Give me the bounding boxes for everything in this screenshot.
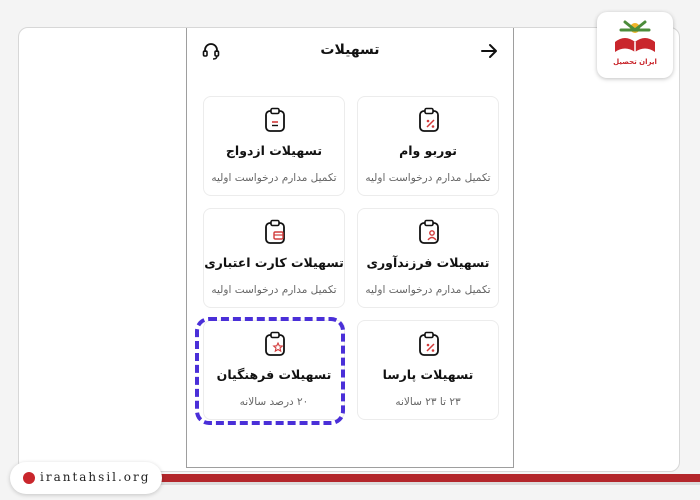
logo-text: ایران تحصیل	[613, 58, 657, 66]
card-turbo-loan[interactable]	[357, 96, 499, 196]
clipboard-dash-icon	[263, 107, 287, 133]
card-subtitle: ۲۰ درصد سالانه	[239, 396, 309, 408]
footer-red-bar	[150, 474, 700, 482]
card-marriage-loan[interactable]	[203, 96, 345, 196]
card-parsa-loan[interactable]	[357, 320, 499, 420]
card-subtitle: ۲۳ تا ۲۳ سالانه	[395, 396, 461, 408]
card-subtitle: تکمیل مدارم درخواست اولیه	[211, 172, 337, 184]
card-childbirth-loan[interactable]	[357, 208, 499, 308]
card-subtitle: تکمیل مدارم درخواست اولیه	[365, 172, 491, 184]
card-title: تسهیلات فرهنگیان	[216, 367, 332, 382]
globe-icon	[23, 472, 35, 484]
page-title: تسهیلات	[320, 42, 380, 58]
card-subtitle: تکمیل مدارم درخواست اولیه	[365, 284, 491, 296]
phone-screen	[186, 28, 514, 468]
book-logo-icon	[597, 12, 673, 78]
card-title: تسهیلات کارت اعتباری	[204, 255, 344, 270]
clipboard-star-icon	[263, 331, 287, 357]
footer-gray-bar	[150, 482, 700, 485]
site-url: irantahsil.org	[40, 470, 151, 484]
card-title: تسهیلات فرزندآوری	[366, 255, 490, 270]
card-title: تسهیلات ازدواج	[225, 143, 323, 158]
site-url-badge[interactable]	[10, 462, 162, 494]
back-arrow-icon[interactable]	[479, 41, 499, 61]
clipboard-percent-icon	[417, 107, 441, 133]
card-subtitle: تکمیل مدارم درخواست اولیه	[211, 284, 337, 296]
card-teachers-loan[interactable]	[203, 320, 345, 420]
brand-logo	[597, 12, 673, 78]
clipboard-card-icon	[263, 219, 287, 245]
card-title: توربو وام	[399, 143, 457, 158]
card-credit-card-loan[interactable]	[203, 208, 345, 308]
clipboard-percent-icon	[417, 331, 441, 357]
card-title: تسهیلات پارسا	[382, 367, 474, 382]
top-bar	[187, 28, 513, 74]
clipboard-person-icon	[417, 219, 441, 245]
